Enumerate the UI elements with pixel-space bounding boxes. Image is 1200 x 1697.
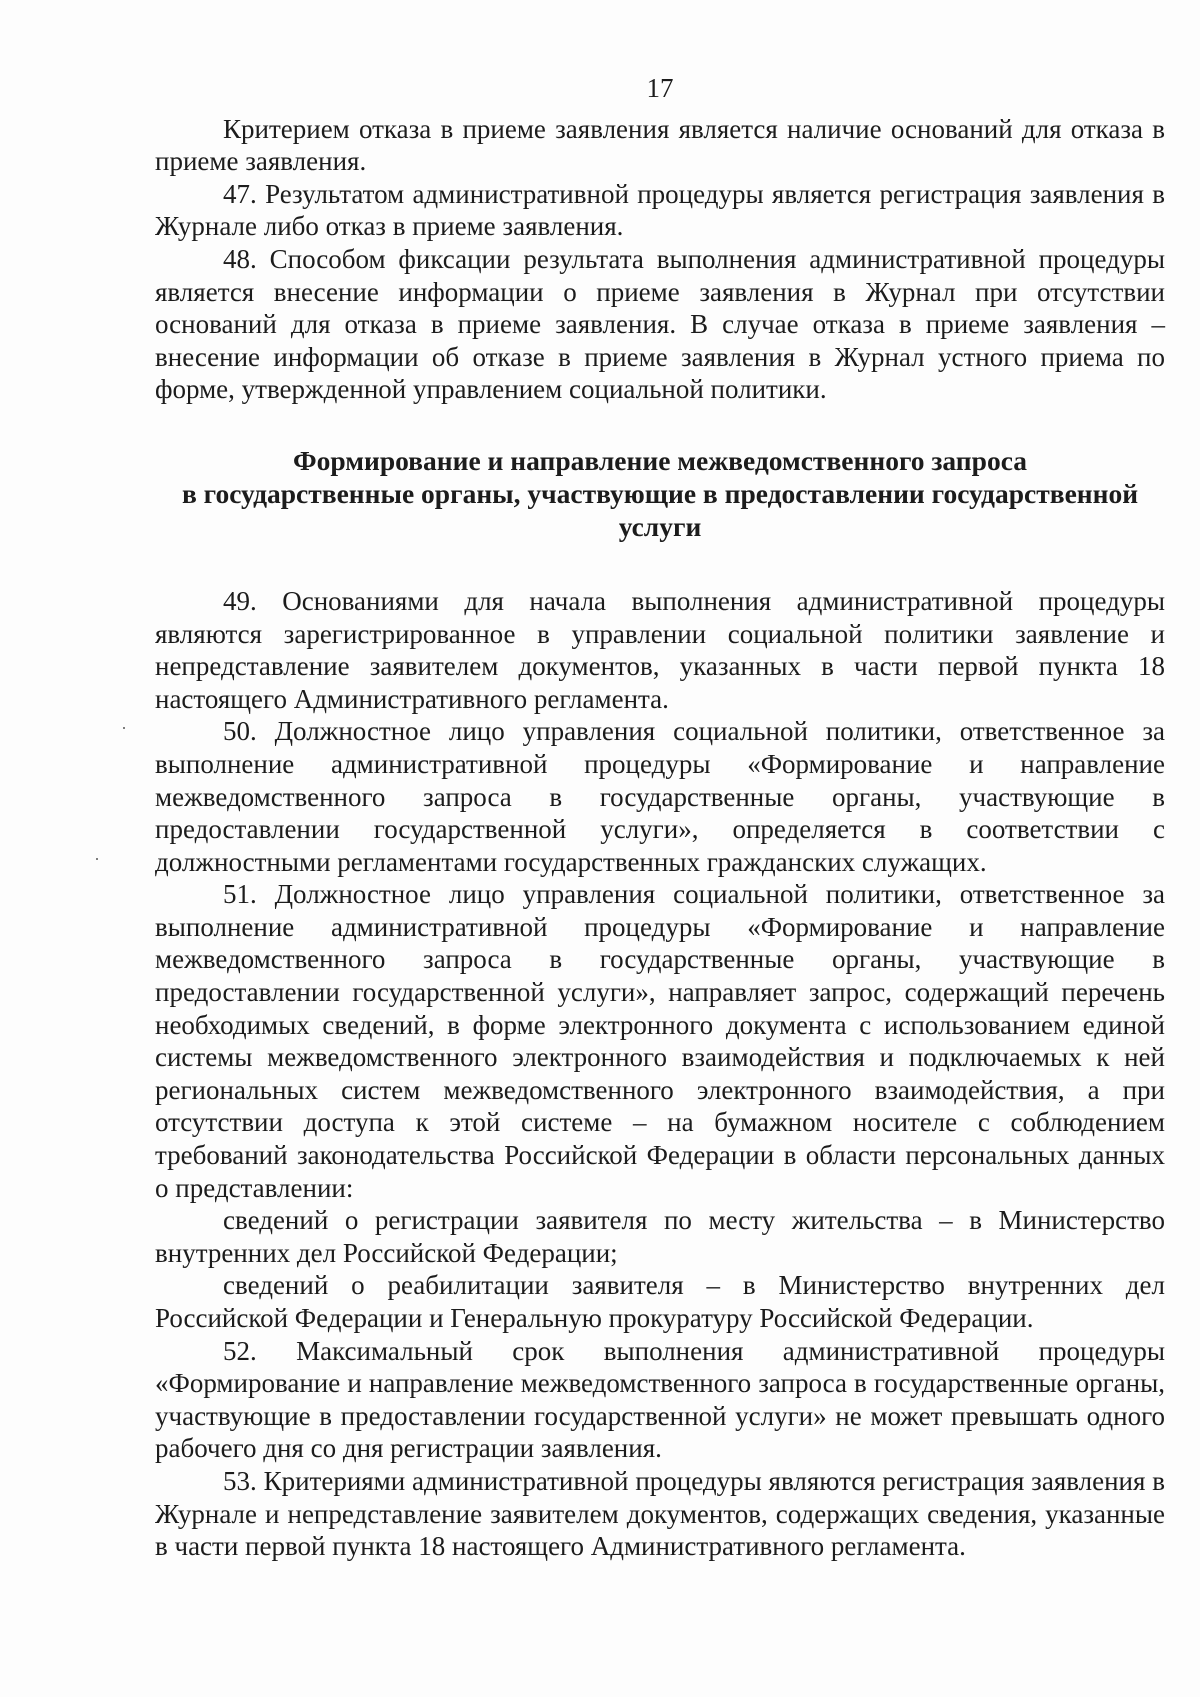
- paragraph-51-item-registration: сведений о регистрации заявителя по месту жительства – в Министерство внутренних дел Российской Федерации;: [155, 1205, 1165, 1268]
- paragraph-47: 47. Результатом административной процедуры является регистрация заявления в Журнале либо отказ в приеме заявления.: [155, 178, 1165, 242]
- document-body: [155, 72, 1165, 1563]
- section-heading: [155, 444, 1165, 543]
- page-number: 17: [646, 73, 674, 103]
- heading-line-2: в государственные органы, участвующие в предоставлении государственной: [181, 477, 1139, 509]
- paragraph-50: 50. Должностное лицо управления социальной политики, ответственное за выполнение административной процедуры «Формирование и направление межведомственного запроса в государственные органы, участвующие в предоставлении государственной услуги», определяется в соответствии с должностными регламентами государственных гражданских служащих.: [155, 716, 1165, 877]
- paragraph-53: 53. Критериями административной процедуры являются регистрация заявления в Журнале и непредставление заявителем документов, содержащих сведения, указанные в части первой пункта 18 настоящего Административного регламента.: [155, 1465, 1165, 1562]
- paragraph-49: 49. Основаниями для начала выполнения административной процедуры являются зарегистрированное в управлении социальной политики заявление и непредставление заявителем документов, указанных в части первой пункта 18 настоящего Административного регламента.: [155, 585, 1165, 714]
- paragraph-51-item-rehabilitation: сведений о реабилитации заявителя – в Министерство внутренних дел Российской Федерации и Генеральную прокуратуру Российской Федерации.: [155, 1270, 1165, 1333]
- paragraph-51: 51. Должностное лицо управления социальной политики, ответственное за выполнение административной процедуры «Формирование и направление межведомственного запроса в государственные органы, участвующие в предоставлении государственной услуги», направляет запрос, содержащий перечень необходимых сведений, в форме электронного документа с использованием единой системы межведомственного электронного взаимодействия и подключаемых к ней региональных систем межведомственного электронного взаимодействия, а при отсутствии доступа к этой системе – на бумажном носителе с соблюдением требований законодательства Российской Федерации в области персональных данных о представлении:: [155, 879, 1165, 1203]
- heading-line-1: Формирование и направление межведомственного запроса: [293, 444, 1027, 476]
- scan-speck: [123, 727, 125, 729]
- heading-line-3: услуги: [618, 510, 702, 542]
- paragraph-52: 52. Максимальный срок выполнения административной процедуры «Формирование и направление межведомственного запроса в государственные органы, участвующие в предоставлении государственной услуги» не может превышать одного рабочего дня со дня регистрации заявления.: [155, 1335, 1165, 1464]
- section-before: [155, 113, 1165, 406]
- paragraph-criterion: Критерием отказа в приеме заявления является наличие оснований для отказа в приеме заявления.: [155, 113, 1165, 177]
- paragraph-48: 48. Способом фиксации результата выполнения административной процедуры является внесение информации о приеме заявления в Журнал при отсутствии оснований для отказа в приеме заявления. В случае отказа в приеме заявления – внесение информации об отказе в приеме заявления в Журнал устного приема по форме, утвержденной управлением социальной политики.: [155, 243, 1165, 405]
- scan-speck: [96, 858, 98, 860]
- section-after: [155, 585, 1165, 1563]
